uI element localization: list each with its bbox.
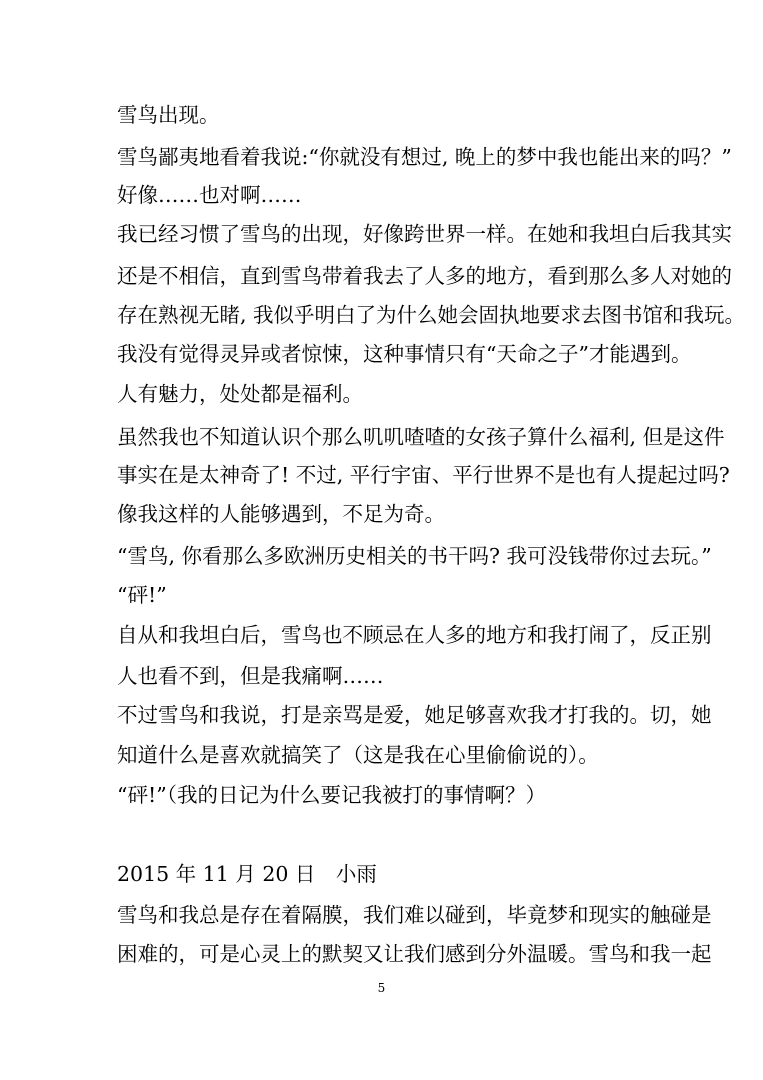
text-line: “砰!”（我的日记为什么要记我被打的事情啊？） [117,783,546,807]
text-line: 我已经习惯了雪鸟的出现，好像跨世界一样。在她和我坦白后我其实 [117,222,732,246]
text-line: 人也看不到，但是我痛啊…… [117,664,384,688]
text-line: 雪鸟出现。 [117,103,220,127]
text-line: 我没有觉得灵异或者惊悚，这种事情只有“天命之子”才能遇到。 [117,342,692,366]
text-line: “砰!” [117,583,167,607]
text-line: 事实在是太神奇了! 不过, 平行宇宙、平行世界不是也有人提起过吗? [117,463,730,487]
text-line: 知道什么是喜欢就搞笑了（这是我在心里偷偷说的）。 [117,743,599,767]
text-line: 雪鸟鄙夷地看着我说:“你就没有想过, 晚上的梦中我也能出来的吗？” [117,145,732,169]
text-line: 虽然我也不知道认识个那么叽叽喳喳的女孩子算什么福利, 但是这件 [117,425,725,449]
text-line: 不过雪鸟和我说，打是亲骂是爱，她足够喜欢我才打我的。切，她 [117,703,712,727]
page-number: 5 [377,981,386,995]
text-line: 自从和我坦白后，雪鸟也不顾忌在人多的地方和我打闹了，反正别 [117,623,712,647]
text-line: 困难的，可是心灵上的默契又让我们感到分外温暖。雪鸟和我一起 [117,942,712,966]
text-line: “雪鸟, 你看那么多欧洲历史相关的书干吗? 我可没钱带你过去玩。” [117,544,712,568]
text-line: 人有魅力，处处都是福利。 [117,382,363,406]
text-line: 像我这样的人能够遇到，不足为奇。 [117,502,445,526]
text-line: 还是不相信，直到雪鸟带着我去了人多的地方，看到那么多人对她的 [117,264,732,288]
text-line: 好像……也对啊…… [117,183,302,207]
text-line: 存在熟视无睹, 我似乎明白了为什么她会固执地要求去图书馆和我玩。 [117,303,746,327]
text-line: 雪鸟和我总是存在着隔膜，我们难以碰到，毕竟梦和现实的触碰是 [117,903,712,927]
diary-date-heading: 2015 年 11 月 20 日 小雨 [117,862,377,886]
